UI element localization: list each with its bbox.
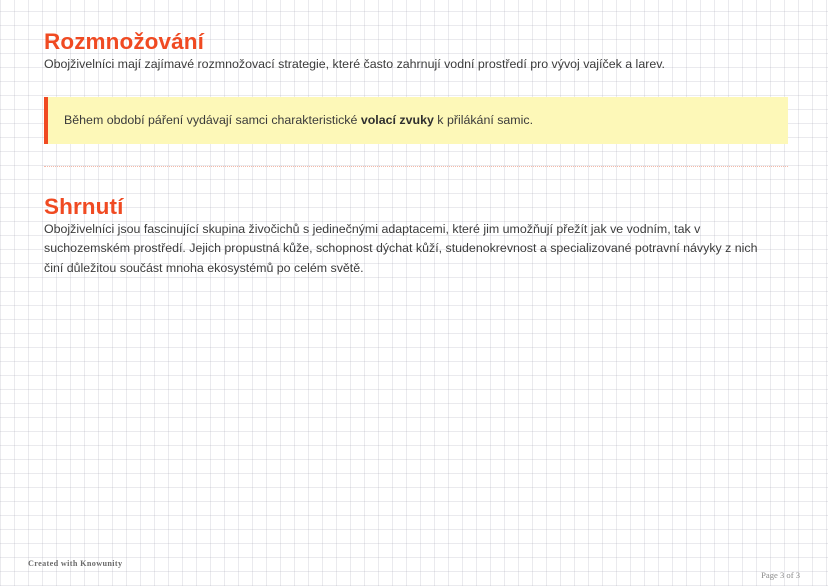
page-title-summary: Shrnutí [44,193,124,219]
footer-page-number: Page 3 of 3 [761,570,800,580]
page-title-reproduction: Rozmnožování [44,29,204,54]
callout-text [64,113,533,127]
spacer [44,167,788,193]
callout-box [44,97,788,144]
document-content [44,0,788,278]
callout-text-before: Během období páření vydávají samci charakteristické [64,112,361,127]
callout-text-highlight: volací zvuky [360,112,434,127]
paragraph-summary: Obojživelníci jsou fascinující skupina živočichů s jedinečnými adaptacemi, které jim umožňují přežít jak ve vodním, tak v suchozemském prostředí. Jejich propustná kůže, schopnost dýchat kůží, studenokrevnost a specializované potravní návyky z nich činí důležitou součást mnoha ekosystémů po celém světě. [44,221,758,275]
paragraph-reproduction: Obojživelníci mají zajímavé rozmnožovací strategie, které často zahrnují vodní prostředí pro vývoj vajíček a larev. [44,57,665,71]
page-footer [0,546,828,586]
footer-credit: Created with Knowunity [28,559,123,568]
callout-text-after: k přilákání samic. [433,112,534,127]
